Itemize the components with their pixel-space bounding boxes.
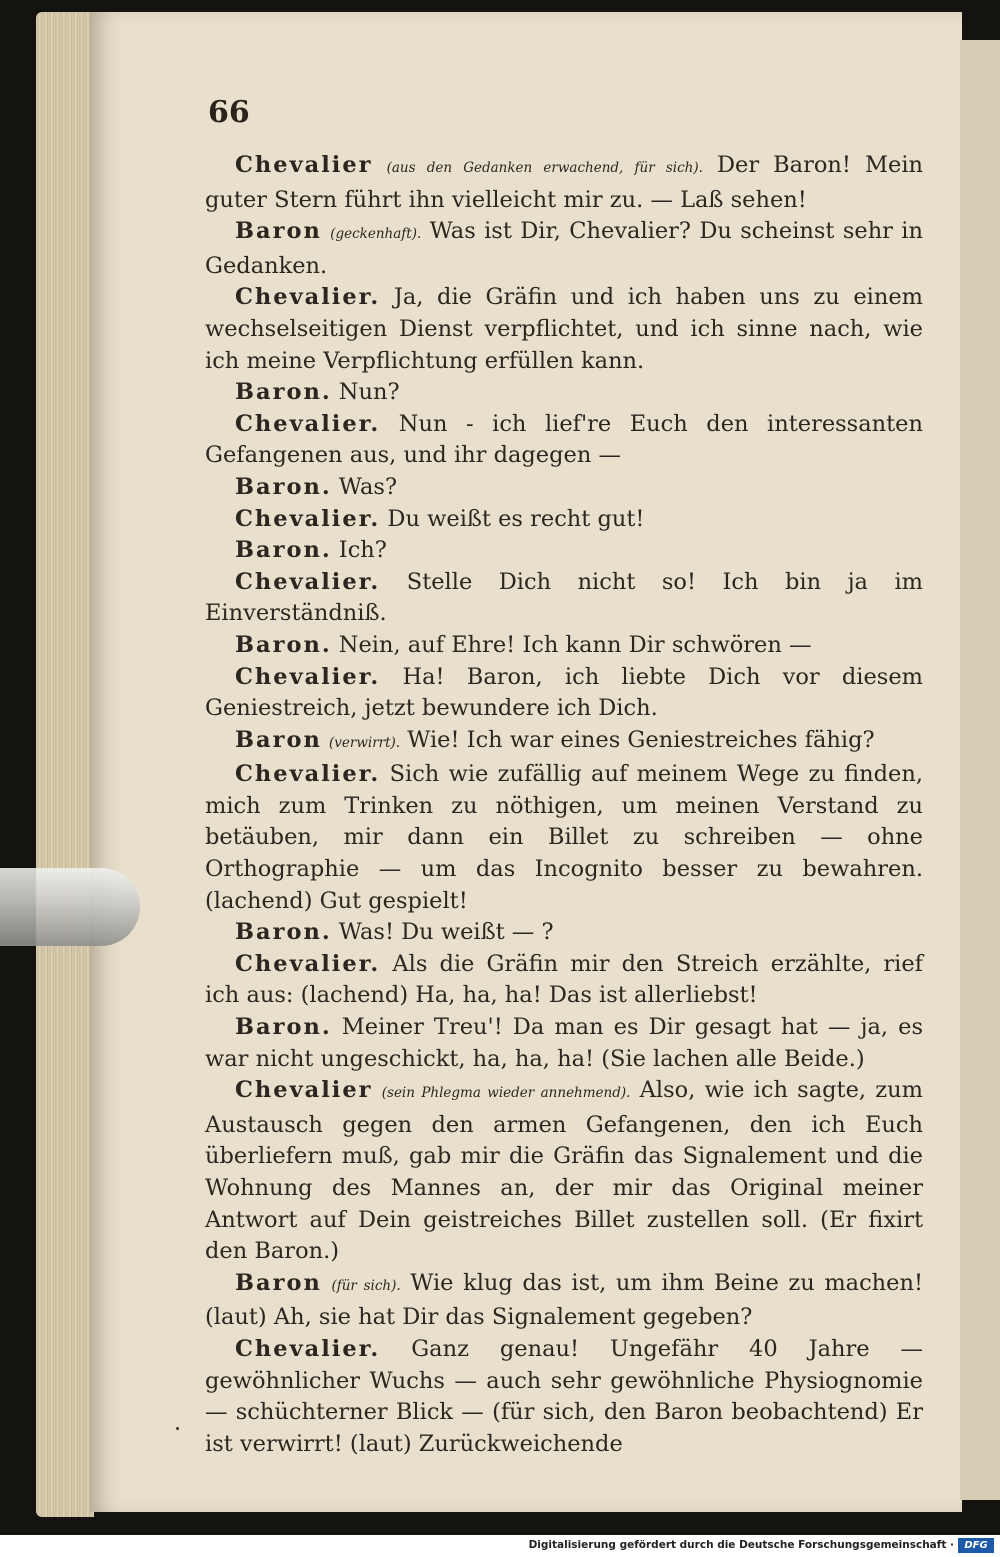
speaker-name: Chevalier. [235, 505, 381, 532]
speaker-name: Chevalier. [235, 568, 381, 595]
paragraph [205, 662, 923, 725]
paragraph [205, 282, 923, 377]
dialogue-text: Also, wie ich sagte, zum Austausch gegen den armen Gefangenen, den ich Euch überliefern muß, gab mir die Gräfin das Signalement und die Wohnung des Mannes an, der mir das Original meiner Antwort auf Dein geistreiches Billet zustellen soll. (Er fixirt den Baron.) [205, 1077, 923, 1265]
page-number: 66 [208, 95, 250, 130]
speaker-name: Chevalier. [235, 1335, 381, 1362]
paragraph [205, 1268, 923, 1334]
dialogue-text: Was ist Dir, Chevalier? Du scheinst sehr in Gedanken. [205, 218, 923, 279]
book-page-edges [36, 12, 94, 1517]
paragraph [205, 630, 923, 662]
speaker-name: Chevalier [235, 1077, 373, 1104]
dialogue-text: Ja, die Gräfin und ich haben uns zu einem wechselseitigen Dienst verpflichtet, und ich sinne nach, wie ich meine Verpflichtung erfüllen kann. [205, 284, 923, 374]
dialogue-text: Der Baron! Mein guter Stern führt ihn vielleicht mir zu. — Laß sehen! [205, 152, 924, 213]
paragraph [205, 377, 923, 409]
dialogue-text: Nun? [331, 379, 400, 406]
speaker-name: Chevalier [235, 152, 373, 178]
dialogue-text: Als die Gräfin mir den Streich erzählte, rief ich aus: (lachend) Ha, ha, ha! Das ist allerliebst! [205, 950, 923, 1009]
paragraph [205, 759, 923, 917]
speaker-name: Baron. [235, 1014, 332, 1041]
text-block [205, 150, 923, 1460]
paragraph [205, 504, 923, 536]
stage-direction: (für sich). [331, 1277, 401, 1294]
paragraph [205, 1075, 923, 1268]
dialogue-text: Wie klug das ist, um ihm Beine zu machen! (laut) Ah, sie hat Dir das Signalement gegeben? [205, 1269, 924, 1331]
dialogue-text: Wie! Ich war eines Geniestreiches fähig? [400, 726, 875, 753]
speaker-name: Chevalier. [235, 410, 381, 437]
dfg-logo: DFG [958, 1538, 994, 1553]
dialogue-text: Was! Du weißt — ? [331, 919, 554, 946]
stage-direction: (sein Phlegma wieder annehmend). [381, 1085, 631, 1102]
dialogue-text: Ha! Baron, ich liebte Dich vor diesem Geniestreich, jetzt bewundere ich Dich. [205, 663, 923, 722]
dialogue-text: Meiner Treu'! Da man es Dir gesagt hat — ja, es war nicht ungeschickt, ha, ha, ha! (Sie lachen alle Beide.) [205, 1014, 923, 1072]
paragraph [205, 409, 923, 472]
paragraph [205, 567, 923, 630]
scan-speck [176, 1427, 179, 1430]
dialogue-text: Du weißt es recht gut! [380, 505, 645, 532]
paragraph [205, 949, 923, 1012]
speaker-name: Baron. [235, 631, 332, 658]
dialogue-text: Ganz genau! Ungefähr 40 Jahre — gewöhnlicher Wuchs — auch sehr gewöhnliche Physiognomie — schüchterner Blick — (für sich, den Baron beobachtend) Er ist verwirrt! (laut) Zurückweichende [205, 1335, 923, 1457]
paragraph [205, 150, 923, 216]
speaker-name: Baron. [235, 379, 332, 406]
dialogue-text: Nein, auf Ehre! Ich kann Dir schwören — [331, 631, 812, 658]
paragraph [205, 472, 923, 504]
stage-direction: (aus den Gedanken erwachend, für sich). [386, 160, 703, 176]
paragraph [205, 725, 923, 760]
speaker-name: Baron. [235, 473, 332, 500]
paragraph [205, 1012, 923, 1075]
stage-direction: (geckenhaft). [330, 226, 422, 243]
scanner-clip [0, 868, 140, 946]
funding-notice: Digitalisierung gefördert durch die Deutsche Forschungsgemeinschaft · [528, 1539, 954, 1551]
speaker-name: Chevalier. [235, 761, 381, 788]
dialogue-text: Stelle Dich nicht so! Ich bin ja im Einverständniß. [205, 568, 923, 627]
speaker-name: Chevalier. [235, 663, 381, 690]
dialogue-text: Was? [331, 473, 398, 500]
speaker-name: Baron. [235, 919, 332, 946]
speaker-name: Chevalier. [235, 284, 381, 311]
paragraph [205, 535, 923, 567]
speaker-name: Baron [235, 726, 322, 753]
speaker-name: Baron [235, 1269, 322, 1296]
stage-direction: (verwirrt). [328, 734, 401, 751]
dialogue-text: Sich wie zufällig auf meinem Wege zu finden, mich zum Trinken zu nöthigen, um meinen Verstand zu betäuben, mir dann ein Billet zu schreiben — ohne Orthographie — um das Incognito besser zu bewahren. (lachend) Gut gespielt! [205, 761, 923, 914]
speaker-name: Chevalier. [235, 950, 381, 977]
speaker-name: Baron [235, 218, 322, 245]
dialogue-text: Ich? [331, 537, 387, 564]
footer-bar [0, 1535, 1000, 1557]
paragraph [205, 216, 923, 282]
dialogue-text: Nun - ich lief're Euch den interessanten Gefangenen aus, und ihr dagegen — [205, 410, 923, 469]
paragraph [205, 917, 923, 949]
paragraph [205, 1334, 923, 1460]
speaker-name: Baron. [235, 537, 332, 564]
facing-page-edge [960, 40, 1000, 1500]
